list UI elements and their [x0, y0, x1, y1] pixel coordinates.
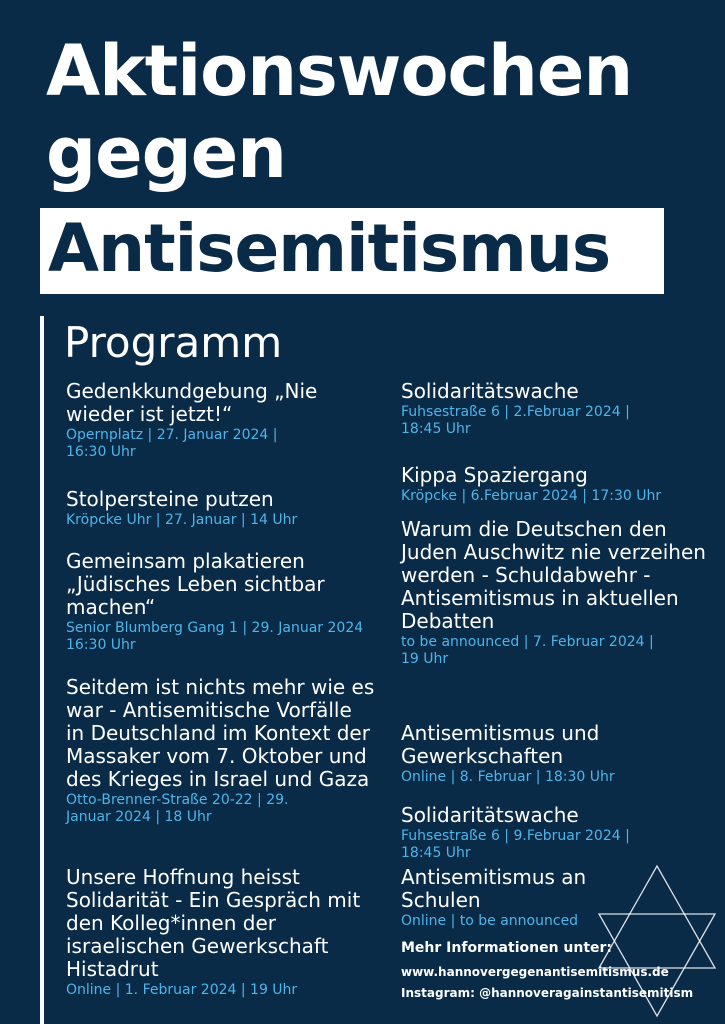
event-title: Seitdem ist nichts mehr wie es war - Antisemitische Vorfälle in Deutschland im Kontext der Massaker vom 7. Oktober und des Krieges in Israel und Gaza	[66, 675, 375, 791]
event-title: Stolpersteine putzen	[66, 487, 274, 511]
event-info: Fuhsestraße 6 | 9.Februar 2024 | 18:45 Uhr	[401, 828, 630, 861]
event-item	[401, 380, 701, 438]
title-line-1: Aktionswochen	[46, 30, 633, 112]
event-info: to be announced | 7. Februar 2024 | 19 Uhr	[401, 634, 654, 667]
event-item	[66, 676, 376, 826]
event-info: Online | to be announced	[401, 913, 579, 929]
event-info: Fuhsestraße 6 | 2.Februar 2024 | 18:45 Uhr	[401, 404, 630, 437]
event-info: Online | 1. Februar 2024 | 19 Uhr	[66, 982, 298, 998]
event-info: Opernplatz | 27. Januar 2024 | 16:30 Uhr	[66, 427, 278, 460]
vertical-divider	[40, 316, 44, 1024]
event-title: Solidaritätswache	[401, 803, 579, 827]
title-line-2: gegen	[46, 112, 286, 194]
event-info: Senior Blumberg Gang 1 | 29. Januar 2024 16:30 Uhr	[66, 620, 364, 653]
event-item	[66, 488, 386, 529]
event-info: Kröpcke Uhr | 27. Januar | 14 Uhr	[66, 512, 298, 528]
event-item	[66, 866, 366, 999]
event-title: Antisemitismus an Schulen	[401, 865, 587, 912]
title-highlight: Antisemitismus	[48, 210, 611, 287]
event-info: Online | 8. Februar | 18:30 Uhr	[401, 769, 615, 785]
event-title: Gedenkkundgebung „Nie wieder ist jetzt!“	[66, 379, 318, 426]
title-highlight-box	[40, 208, 664, 294]
event-title: Warum die Deutschen den Juden Auschwitz nie verzeihen werden - Schuldabwehr - Antisemitismus in aktuellen Debatten	[401, 517, 706, 633]
event-info: Kröpcke | 6.Februar 2024 | 17:30 Uhr	[401, 488, 662, 504]
instagram-handle[interactable]: Instagram: @hannoveragainstantisemitism	[401, 986, 694, 1000]
event-item	[401, 518, 711, 668]
more-info-block	[401, 938, 693, 1004]
event-title: Unsere Hoffnung heisst Solidarität - Ein Gespräch mit den Kolleg*innen der israelischen Gewerkschaft Histadrut	[66, 865, 361, 981]
event-item	[401, 866, 621, 930]
event-title: Gemeinsam plakatieren „Jüdisches Leben sichtbar machen“	[66, 549, 325, 619]
event-item	[66, 380, 326, 461]
event-item	[66, 550, 376, 654]
event-title: Kippa Spaziergang	[401, 463, 588, 487]
event-item	[401, 722, 641, 786]
event-info: Otto-Brenner-Straße 20-22 | 29. Januar 2024 | 18 Uhr	[66, 792, 289, 825]
more-info-heading: Mehr Informationen unter:	[401, 940, 613, 956]
website-link[interactable]: www.hannovergegenantisemitismus.de	[401, 965, 669, 979]
event-item	[401, 464, 701, 505]
event-title: Antisemitismus und Gewerkschaften	[401, 721, 600, 768]
program-heading: Programm	[64, 318, 283, 367]
event-item	[401, 804, 701, 862]
event-title: Solidaritätswache	[401, 379, 579, 403]
